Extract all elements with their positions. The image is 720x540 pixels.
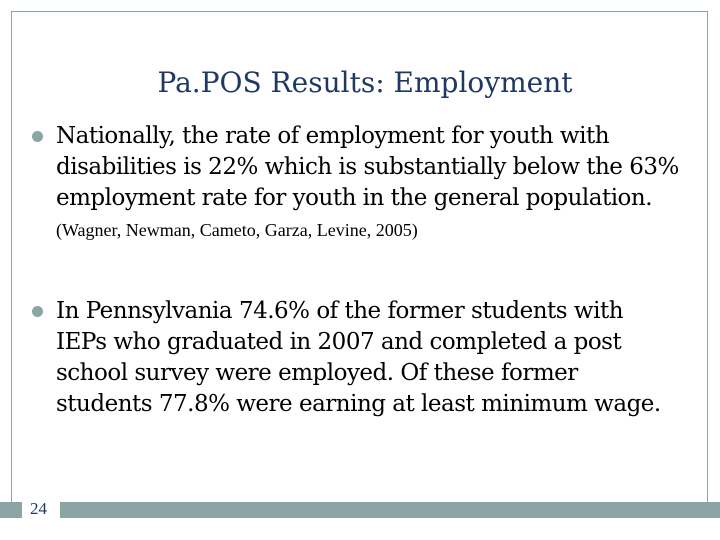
bullet-text: Nationally, the rate of employment for youth with disabilities is 22% which is substantially below the 63% employment rate for youth in the general population.	[56, 123, 679, 211]
bullet-item-national-rate	[30, 121, 680, 246]
bullet-text: In Pennsylvania 74.6% of the former students with IEPs who graduated in 2007 and completed a post school survey were employed. Of these former students 77.8% were earning at least minimum wage.	[56, 298, 661, 417]
bullet-dot-icon	[32, 306, 43, 317]
slide-title: Pa.POS Results: Employment	[157, 66, 573, 99]
page-number: 24	[30, 499, 47, 518]
bullet-item-pennsylvania	[30, 296, 680, 420]
bullet-dot-icon	[32, 131, 43, 142]
bullet-citation: (Wagner, Newman, Cameto, Garza, Levine, 2005)	[56, 220, 418, 240]
bullet-list	[30, 121, 680, 420]
footer-bar	[0, 502, 720, 518]
